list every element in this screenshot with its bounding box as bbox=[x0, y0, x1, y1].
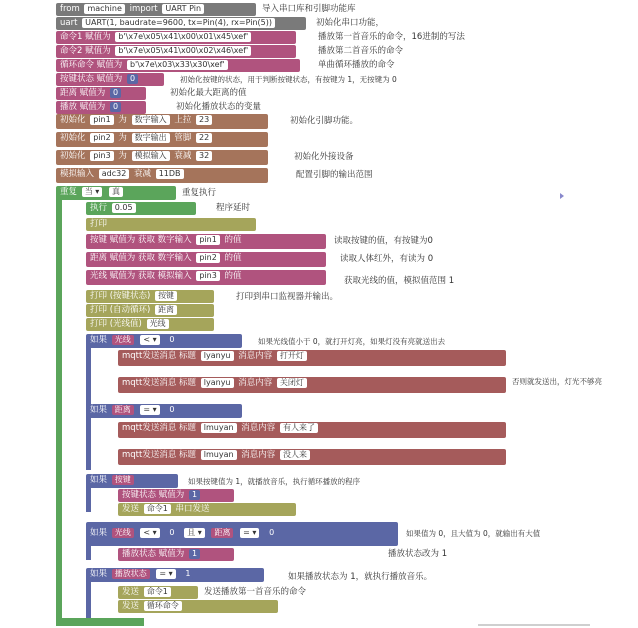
mqtt2-block[interactable] bbox=[118, 377, 506, 393]
read-dist-label: 赋值为 bbox=[109, 253, 136, 263]
dist-assign-block[interactable] bbox=[56, 87, 146, 100]
import-block[interactable] bbox=[56, 3, 256, 16]
if1-keyword: 如果 bbox=[90, 335, 108, 345]
cmd2-comment: 播放第二首音乐的命令 bbox=[318, 46, 404, 56]
if4-left[interactable]: 光线 bbox=[112, 528, 134, 538]
read-dist-var: 距离 bbox=[90, 253, 108, 263]
dist-var: 距离 bbox=[60, 88, 78, 98]
if4-op1[interactable]: < ▾ bbox=[140, 528, 159, 538]
cmd2-var: 命令2 bbox=[60, 46, 83, 56]
if3-comment: 如果按键值为 1，就播放音乐，执行循环播放的程序 bbox=[188, 477, 361, 486]
mqtt1-head: mqtt发送消息 bbox=[122, 351, 177, 361]
init-pin2-no[interactable]: 22 bbox=[196, 133, 212, 143]
init-pin2-mode[interactable]: 数字输出 bbox=[132, 133, 170, 143]
set-hold-value[interactable]: 1 bbox=[189, 490, 200, 500]
if5-keyword: 如果 bbox=[90, 569, 108, 579]
print-comment: 打印到串口监视器并输出。 bbox=[236, 292, 339, 302]
mqtt3-topic[interactable]: lmuyan bbox=[201, 423, 237, 433]
read-light-var: 光线 bbox=[90, 271, 108, 281]
uart-comment: 初始化串口功能， bbox=[316, 18, 385, 28]
mqtt3-block[interactable] bbox=[118, 422, 506, 438]
set-state-value[interactable]: 1 bbox=[189, 549, 200, 559]
read-dist-mode: 数字输入 bbox=[157, 253, 192, 263]
cmd1-assign-block[interactable] bbox=[56, 31, 296, 44]
set-hold-var: 按键状态 bbox=[122, 490, 157, 500]
import-comment: 导入串口库和引脚功能库 bbox=[262, 4, 356, 14]
module-name[interactable]: machine bbox=[84, 4, 124, 14]
loop-cmd-comment: 单曲循环播放的命令 bbox=[318, 60, 395, 70]
read-btn-block[interactable] bbox=[86, 234, 326, 249]
print-light-sub: (光线值) bbox=[109, 319, 142, 329]
if2-block[interactable] bbox=[86, 404, 242, 418]
while-cond[interactable]: 当 ▾ bbox=[82, 187, 103, 197]
send-uart1-head: 发送 bbox=[122, 504, 140, 514]
sleep-value[interactable]: 0.05 bbox=[112, 203, 136, 213]
if1-value[interactable]: 0 bbox=[166, 335, 177, 345]
print-dist-head: 打印 bbox=[90, 305, 108, 315]
if4-comment: 如果值为 0，且大值为 0，就输出有大值 bbox=[406, 529, 541, 538]
if2-else-label: 否则 bbox=[92, 452, 110, 462]
read-light-mode: 模拟输入 bbox=[157, 271, 192, 281]
send-uart2-value[interactable]: 循环命令 bbox=[144, 601, 182, 611]
loop-cmd-value[interactable]: b'\x7e\x03\x33\x30\xef' bbox=[127, 60, 228, 70]
loop-cmd-label: 赋值为 bbox=[96, 60, 123, 70]
if1-block[interactable] bbox=[86, 334, 242, 348]
print-dist-sub: (自动循环) bbox=[109, 305, 151, 315]
read-btn-var: 按键 bbox=[90, 235, 108, 245]
read-light-comment: 获取光线的值，模拟值范围 1 bbox=[344, 276, 455, 286]
mqtt2-msg[interactable]: 关闭灯 bbox=[277, 378, 307, 388]
read-btn-comment: 读取按键的值，有按键为0 bbox=[334, 236, 433, 246]
print-blank-head: 打印 bbox=[90, 219, 108, 229]
sleep-block[interactable] bbox=[86, 202, 196, 215]
import-keyword: import bbox=[129, 4, 158, 14]
send-uart1-tail: 串口发送 bbox=[175, 504, 210, 514]
if2-frame-stem bbox=[86, 412, 91, 470]
adc-config-block[interactable] bbox=[56, 168, 268, 183]
init-pin2-as: 为 bbox=[118, 133, 127, 143]
set-state-comment: 播放状态改为 1 bbox=[388, 549, 448, 559]
init-pin3-as: 为 bbox=[118, 151, 127, 161]
sleep-head: 执行 bbox=[90, 203, 108, 213]
mqtt2-topic-label: 标题 bbox=[179, 378, 197, 388]
while-loop-block[interactable] bbox=[56, 186, 176, 200]
read-light-func: 获取 bbox=[137, 271, 155, 281]
hold-state-label: 赋值为 bbox=[96, 74, 123, 84]
if3-exec-label: 执行 bbox=[92, 490, 110, 500]
adc-head: 模拟输入 bbox=[60, 169, 95, 179]
if1-comment: 如果光线值小于 0，就打开灯亮，如果灯没有亮就送出去 bbox=[258, 337, 446, 346]
read-btn-label: 赋值为 bbox=[109, 235, 136, 245]
if5-comment: 如果播放状态为 1，就执行播放音乐。 bbox=[288, 572, 433, 582]
if3-block[interactable] bbox=[86, 474, 178, 488]
mqtt3-msg[interactable]: 有人来了 bbox=[280, 423, 318, 433]
read-dist-tail: 的值 bbox=[224, 253, 242, 263]
adc-mode: 衰减 bbox=[133, 169, 151, 179]
print-light-value[interactable]: 光线 bbox=[147, 319, 169, 329]
read-light-block[interactable] bbox=[86, 270, 326, 285]
read-light-label: 赋值为 bbox=[109, 271, 136, 281]
play-var: 播放 bbox=[60, 102, 78, 112]
if1-else-label: 否则 bbox=[92, 380, 110, 390]
if5-var[interactable]: 播放状态 bbox=[112, 569, 150, 579]
if2-exec-label: 执行 bbox=[92, 424, 110, 434]
dist-label: 赋值为 bbox=[79, 88, 106, 98]
cmd2-label: 赋值为 bbox=[85, 46, 111, 56]
init-pin1-block[interactable] bbox=[56, 114, 268, 129]
uart-init-block[interactable] bbox=[56, 17, 306, 30]
play-assign-block[interactable] bbox=[56, 101, 146, 114]
while-frame-footer bbox=[56, 618, 144, 626]
hold-state-assign-block[interactable] bbox=[56, 73, 164, 86]
while-keyword: 重复 bbox=[60, 187, 78, 197]
if3-keyword: 如果 bbox=[90, 475, 108, 485]
adc-comment: 配置引脚的输出范围 bbox=[296, 170, 373, 180]
cmd2-value[interactable]: b'\x7e\x05\x41\x00\x02\x46\xef' bbox=[115, 46, 251, 56]
print-btn-block[interactable] bbox=[86, 290, 214, 303]
read-light-tail: 的值 bbox=[224, 271, 242, 281]
print-dist-block[interactable] bbox=[86, 304, 214, 317]
if5-value[interactable]: 1 bbox=[182, 569, 193, 579]
mqtt4-head: mqtt发送消息 bbox=[122, 450, 177, 460]
read-dist-pin[interactable]: pin2 bbox=[196, 253, 219, 263]
play-label: 赋值为 bbox=[79, 102, 106, 112]
mqtt1-block[interactable] bbox=[118, 350, 506, 366]
import-name[interactable]: UART Pin bbox=[162, 4, 204, 14]
mqtt4-msg[interactable]: 没人来 bbox=[280, 450, 310, 460]
init-pin3-no[interactable]: 32 bbox=[196, 151, 212, 161]
if2-var[interactable]: 距离 bbox=[112, 405, 134, 415]
set-hold-label: 赋值为 bbox=[158, 490, 185, 500]
if4-val2[interactable]: 0 bbox=[266, 528, 277, 538]
while-value[interactable]: 真 bbox=[109, 187, 123, 197]
mqtt1-msg-label: 消息内容 bbox=[238, 351, 273, 361]
if5-op[interactable]: = ▾ bbox=[156, 569, 175, 579]
while-comment: 重复执行 bbox=[182, 188, 217, 198]
send-loop-block[interactable] bbox=[118, 586, 198, 599]
if4-block[interactable] bbox=[86, 522, 398, 546]
init-pin1-pin[interactable]: pin1 bbox=[90, 115, 113, 125]
loop-cmd-var: 循环命令 bbox=[60, 60, 95, 70]
print-btn-head: 打印 bbox=[90, 291, 108, 301]
from-keyword: from bbox=[60, 4, 80, 14]
send-uart1-block[interactable] bbox=[118, 503, 296, 516]
read-btn-func: 获取 bbox=[137, 235, 155, 245]
if4-right[interactable]: 距离 bbox=[211, 528, 233, 538]
if3-var[interactable]: 按键 bbox=[112, 475, 134, 485]
mouse-cursor-icon bbox=[560, 193, 564, 199]
read-dist-comment: 读取人体红外，有读为 0 bbox=[340, 254, 434, 264]
cmd2-assign-block[interactable] bbox=[56, 45, 296, 58]
set-state-label: 赋值为 bbox=[158, 549, 185, 559]
init-pin1-comment: 初始化引脚功能。 bbox=[290, 116, 359, 126]
if4-keyword: 如果 bbox=[90, 528, 108, 538]
print-dist-value[interactable]: 距离 bbox=[155, 305, 177, 315]
print-btn-value[interactable]: 按键 bbox=[155, 291, 177, 301]
if4-exec-label: 执行 bbox=[92, 550, 110, 560]
init-pin1-no[interactable]: 23 bbox=[196, 115, 212, 125]
play-value[interactable]: 0 bbox=[110, 102, 121, 112]
read-dist-func: 获取 bbox=[137, 253, 155, 263]
init-pin2-head: 初始化 bbox=[60, 133, 86, 143]
init-pin3-pin[interactable]: pin3 bbox=[90, 151, 113, 161]
print-blank-block[interactable] bbox=[86, 218, 256, 231]
cmd1-label: 赋值为 bbox=[85, 32, 111, 42]
if5-exec-label: 执行 bbox=[92, 588, 110, 598]
send-uart2-head: 发送 bbox=[122, 601, 140, 611]
init-pin1-as: 为 bbox=[118, 115, 127, 125]
print-light-block[interactable] bbox=[86, 318, 214, 331]
init-pin3-mode[interactable]: 模拟输入 bbox=[132, 151, 170, 161]
if2-op[interactable]: = ▾ bbox=[140, 405, 159, 415]
while-frame-stem bbox=[56, 192, 62, 624]
mqtt3-msg-label: 消息内容 bbox=[241, 423, 276, 433]
send-uart1-value[interactable]: 命令1 bbox=[144, 504, 171, 514]
if1-frame-stem bbox=[86, 342, 91, 410]
if1-op[interactable]: < ▾ bbox=[140, 335, 159, 345]
while-do-label: 执行 bbox=[62, 202, 80, 212]
if2-keyword: 如果 bbox=[90, 405, 108, 415]
init-pin1-head: 初始化 bbox=[60, 115, 86, 125]
read-light-pin[interactable]: pin3 bbox=[196, 271, 219, 281]
cmd1-var: 命令1 bbox=[60, 32, 83, 42]
mqtt4-msg-label: 消息内容 bbox=[241, 450, 276, 460]
if1-var[interactable]: 光线 bbox=[112, 335, 134, 345]
hold-state-var: 按键状态 bbox=[60, 74, 95, 84]
if1-exec-label: 执行 bbox=[92, 352, 110, 362]
mqtt2-head: mqtt发送消息 bbox=[122, 378, 177, 388]
set-state-block[interactable] bbox=[118, 548, 234, 561]
print-btn-sub: (按键状态) bbox=[109, 291, 151, 301]
uart-var: uart bbox=[60, 18, 78, 28]
play-comment: 初始化播放状态的变量 bbox=[176, 102, 262, 112]
adc-pin[interactable]: adc32 bbox=[99, 169, 130, 179]
mqtt1-topic[interactable]: lyanyu bbox=[201, 351, 234, 361]
print-light-head: 打印 bbox=[90, 319, 108, 329]
read-btn-tail: 的值 bbox=[224, 235, 242, 245]
cmd1-value[interactable]: b'\x7e\x05\x41\x00\x01\x45\xef' bbox=[115, 32, 251, 42]
send-loop-head: 发送 bbox=[122, 587, 140, 597]
sleep-comment: 程序延时 bbox=[216, 203, 251, 213]
hold-state-value[interactable]: 0 bbox=[127, 74, 138, 84]
if2-value[interactable]: 0 bbox=[166, 405, 177, 415]
cmd1-comment: 播放第一首音乐的命令，16进制的写法 bbox=[318, 32, 465, 42]
mqtt2-topic[interactable]: lyanyu bbox=[201, 378, 234, 388]
dist-value[interactable]: 0 bbox=[110, 88, 121, 98]
send-uart2-block[interactable] bbox=[118, 600, 278, 613]
mqtt1-msg[interactable]: 打开灯 bbox=[277, 351, 307, 361]
if4-and[interactable]: 且 ▾ bbox=[184, 528, 205, 538]
read-btn-mode: 数字输入 bbox=[157, 235, 192, 245]
if4-val1[interactable]: 0 bbox=[166, 528, 177, 538]
set-state-var: 播放状态 bbox=[122, 549, 157, 559]
if5-block[interactable] bbox=[86, 568, 264, 582]
loop-cmd-assign-block[interactable] bbox=[56, 59, 300, 72]
init-pin2-block[interactable] bbox=[56, 132, 268, 147]
mqtt4-topic[interactable]: lmuyan bbox=[201, 450, 237, 460]
mqtt1-topic-label: 标题 bbox=[179, 351, 197, 361]
mqtt3-head: mqtt发送消息 bbox=[122, 423, 177, 433]
init-pin1-mode[interactable]: 数字输入 bbox=[132, 115, 170, 125]
set-hold-block[interactable] bbox=[118, 489, 234, 502]
uart-value[interactable]: UART(1, baudrate=9600, tx=Pin(4), rx=Pin(5)) bbox=[82, 18, 275, 28]
init-pin2-pin[interactable]: pin2 bbox=[90, 133, 113, 143]
init-pin2-pull: 管脚 bbox=[174, 133, 192, 143]
send-loop-comment: 发送播放第一首音乐的命令 bbox=[204, 587, 307, 597]
mqtt2-comment: 否则就发送出，灯光不够亮 bbox=[512, 377, 602, 386]
hold-state-comment: 初始化按键的状态，用于判断按键状态，有按键为 1，无按键为 0 bbox=[180, 75, 397, 84]
read-dist-block[interactable] bbox=[86, 252, 326, 267]
dist-comment: 初始化最大距离的值 bbox=[170, 88, 247, 98]
init-pin3-head: 初始化 bbox=[60, 151, 86, 161]
mqtt2-msg-label: 消息内容 bbox=[238, 378, 273, 388]
init-pin1-pull: 上拉 bbox=[174, 115, 192, 125]
init-pin3-comment: 初始化外接设备 bbox=[294, 152, 354, 162]
if4-op2[interactable]: = ▾ bbox=[240, 528, 259, 538]
init-pin3-block[interactable] bbox=[56, 150, 268, 165]
mqtt3-topic-label: 标题 bbox=[179, 423, 197, 433]
send-loop-value[interactable]: 命令1 bbox=[144, 587, 171, 597]
init-pin3-pull: 衰减 bbox=[174, 151, 192, 161]
horizontal-scrollbar[interactable] bbox=[478, 624, 590, 626]
adc-value[interactable]: 11DB bbox=[156, 169, 184, 179]
read-btn-pin[interactable]: pin1 bbox=[196, 235, 219, 245]
mqtt4-block[interactable] bbox=[118, 449, 506, 465]
mqtt4-topic-label: 标题 bbox=[179, 450, 197, 460]
